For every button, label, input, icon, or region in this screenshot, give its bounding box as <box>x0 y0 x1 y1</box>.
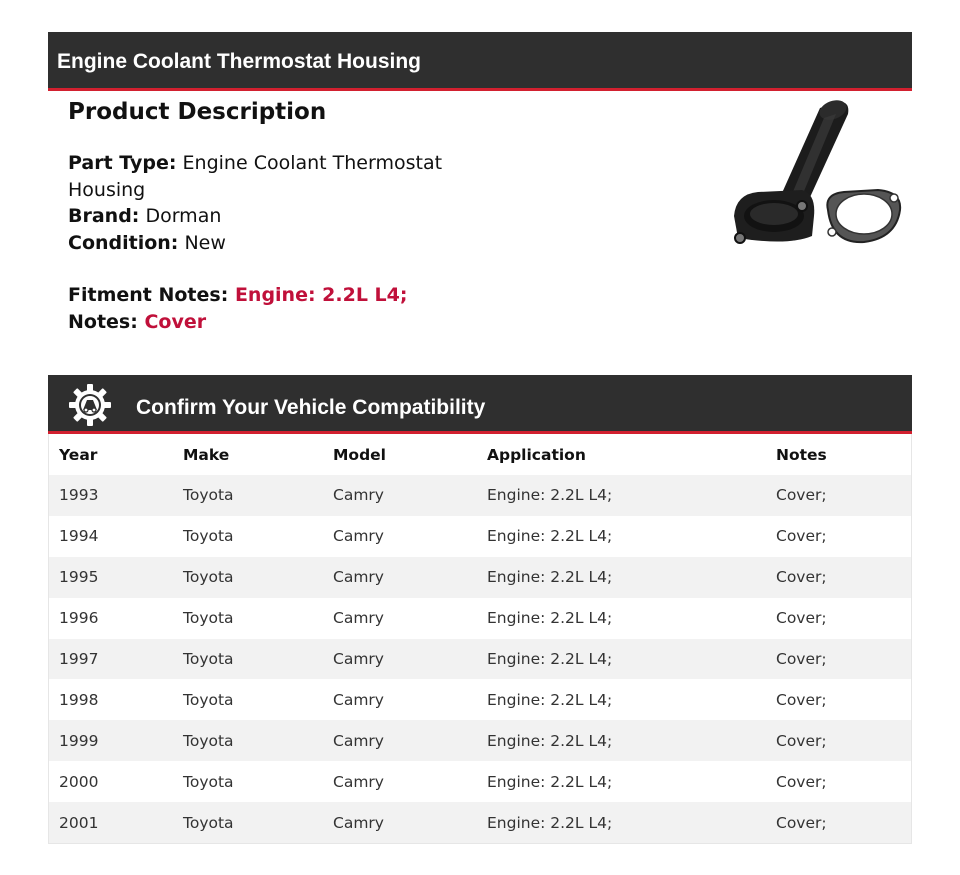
brand-value: Dorman <box>145 205 222 227</box>
cell-make: Toyota <box>173 557 323 598</box>
notes-line <box>68 309 488 336</box>
cell-year: 1997 <box>49 639 174 680</box>
product-title: Engine Coolant Thermostat Housing <box>57 50 422 73</box>
cell-application: Engine: 2.2L L4; <box>477 679 766 720</box>
table-row <box>49 475 912 516</box>
cell-notes: Cover; <box>766 761 912 802</box>
table-row <box>49 679 912 720</box>
brand-label: Brand: <box>68 205 140 227</box>
notes-value: Cover <box>144 310 207 333</box>
cell-model: Camry <box>323 720 477 761</box>
cell-model: Camry <box>323 802 477 843</box>
cell-make: Toyota <box>173 598 323 639</box>
cell-notes: Cover; <box>766 639 912 680</box>
cell-model: Camry <box>323 761 477 802</box>
cell-year: 2001 <box>49 802 174 843</box>
table-row <box>49 720 912 761</box>
compatibility-bar <box>48 375 912 434</box>
part-type-line <box>68 150 488 203</box>
cell-notes: Cover; <box>766 720 912 761</box>
table-header-row <box>49 434 912 475</box>
part-type-value: Engine Coolant Thermostat Housing <box>68 152 443 201</box>
table-row <box>49 598 912 639</box>
column-header-notes: Notes <box>766 434 912 475</box>
column-header-year: Year <box>49 434 174 475</box>
cell-application: Engine: 2.2L L4; <box>477 598 766 639</box>
cell-model: Camry <box>323 475 477 516</box>
compatibility-title: Confirm Your Vehicle Compatibility <box>136 396 486 419</box>
cell-year: 1994 <box>49 516 174 557</box>
cell-application: Engine: 2.2L L4; <box>477 720 766 761</box>
cell-notes: Cover; <box>766 475 912 516</box>
fitment-block <box>68 282 488 335</box>
cell-model: Camry <box>323 557 477 598</box>
table-row <box>49 761 912 802</box>
cell-model: Camry <box>323 679 477 720</box>
notes-label: Notes: <box>68 310 138 333</box>
product-description <box>68 96 488 335</box>
column-header-application: Application <box>477 434 766 475</box>
cell-year: 1996 <box>49 598 174 639</box>
table-row <box>49 802 912 843</box>
thermostat-housing-image <box>728 98 908 250</box>
cell-make: Toyota <box>173 516 323 557</box>
cell-application: Engine: 2.2L L4; <box>477 761 766 802</box>
compatibility-table <box>48 434 912 844</box>
cell-model: Camry <box>323 598 477 639</box>
cell-application: Engine: 2.2L L4; <box>477 639 766 680</box>
part-type-label: Part Type: <box>68 152 177 174</box>
fitment-line <box>68 282 488 309</box>
cell-make: Toyota <box>173 720 323 761</box>
cell-year: 1993 <box>49 475 174 516</box>
table-row <box>49 639 912 680</box>
cell-year: 1999 <box>49 720 174 761</box>
condition-value: New <box>184 231 226 254</box>
cell-notes: Cover; <box>766 516 912 557</box>
cell-notes: Cover; <box>766 557 912 598</box>
cell-application: Engine: 2.2L L4; <box>477 475 766 516</box>
cell-application: Engine: 2.2L L4; <box>477 516 766 557</box>
product-title-bar <box>48 32 912 91</box>
brand-line <box>68 203 488 230</box>
column-header-model: Model <box>323 434 477 475</box>
cell-model: Camry <box>323 516 477 557</box>
cell-year: 1995 <box>49 557 174 598</box>
cell-make: Toyota <box>173 761 323 802</box>
cell-make: Toyota <box>173 802 323 843</box>
fitment-label: Fitment Notes: <box>68 284 229 306</box>
cell-make: Toyota <box>173 679 323 720</box>
cell-year: 2000 <box>49 761 174 802</box>
description-heading: Product Description <box>68 99 327 125</box>
condition-label: Condition: <box>68 231 179 254</box>
cell-application: Engine: 2.2L L4; <box>477 802 766 843</box>
cell-notes: Cover; <box>766 598 912 639</box>
table-row <box>49 557 912 598</box>
cell-year: 1998 <box>49 679 174 720</box>
cell-model: Camry <box>323 639 477 680</box>
gear-icon <box>68 383 112 427</box>
table-row <box>49 516 912 557</box>
cell-notes: Cover; <box>766 679 912 720</box>
cell-make: Toyota <box>173 639 323 680</box>
cell-notes: Cover; <box>766 802 912 843</box>
spec-list <box>68 150 488 256</box>
condition-line <box>68 230 488 257</box>
column-header-make: Make <box>173 434 323 475</box>
cell-application: Engine: 2.2L L4; <box>477 557 766 598</box>
cell-make: Toyota <box>173 475 323 516</box>
fitment-value: Engine: 2.2L L4; <box>234 284 408 306</box>
